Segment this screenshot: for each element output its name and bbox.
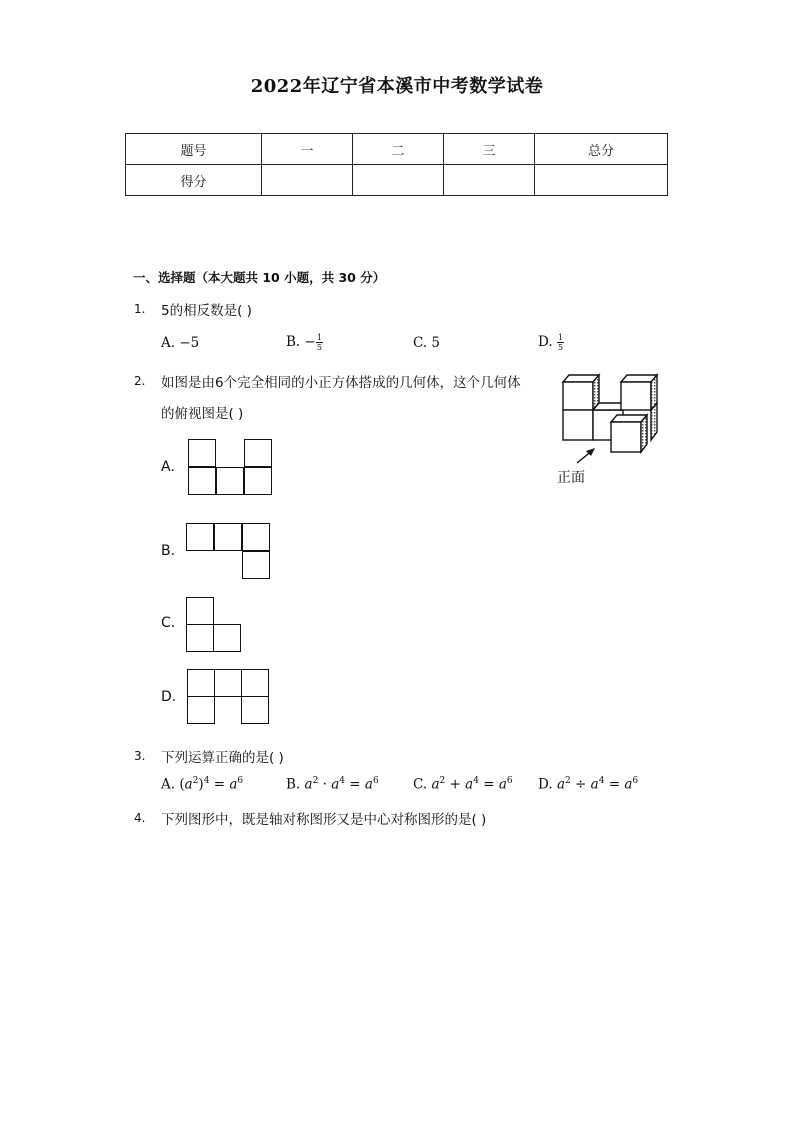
math-exp: 6	[372, 776, 379, 786]
score-cell[interactable]	[535, 165, 668, 196]
option-label: C.	[413, 776, 428, 793]
math-var: a	[304, 776, 313, 793]
cube-side-face	[651, 403, 657, 440]
question-number: 1.	[134, 302, 146, 316]
math-exp: 6	[506, 776, 513, 786]
math-exp: 4	[473, 776, 479, 786]
option-label: B.	[286, 776, 301, 793]
option-d[interactable]	[538, 776, 638, 793]
grid-cell	[244, 439, 272, 467]
option-c[interactable]: C. 5	[413, 335, 441, 351]
grid-cell	[214, 669, 242, 697]
math-exp: 4	[598, 776, 605, 786]
math-exp: 2	[312, 776, 319, 786]
score-table-header-row	[126, 134, 668, 165]
math-op: +	[449, 776, 461, 793]
score-table-score-row	[126, 165, 668, 196]
grid-cell	[188, 467, 216, 495]
option-d[interactable]: D.	[161, 689, 177, 705]
fraction	[557, 333, 564, 352]
option-d-prefix: D.	[538, 334, 553, 350]
option-a[interactable]: A. −5	[161, 335, 200, 351]
grid-cell	[186, 523, 214, 551]
cube-side-face	[641, 415, 647, 452]
math-op: =	[213, 776, 226, 793]
math-var: a	[184, 776, 193, 793]
score-header-cell: 三	[444, 134, 535, 165]
option-b[interactable]: B.	[161, 543, 176, 559]
grid-cell	[186, 624, 214, 652]
score-header-cell: 总分	[535, 134, 668, 165]
math-var: a	[364, 776, 373, 793]
score-header-cell: 二	[353, 134, 444, 165]
grid-cell	[244, 467, 272, 495]
option-c[interactable]: C.	[161, 615, 176, 631]
math-var: a	[498, 776, 507, 793]
question-text: 下列运算正确的是( )	[161, 750, 284, 766]
option-d[interactable]	[538, 333, 564, 352]
option-a[interactable]: A. $(a^2)^4 = a^6$	[161, 776, 244, 793]
grid-cell	[241, 669, 269, 697]
math-var: a	[556, 776, 565, 793]
math-exp: 4	[203, 776, 210, 786]
math-op: =	[608, 776, 621, 793]
math-var: a	[590, 776, 599, 793]
fraction-numerator: 1	[557, 333, 564, 342]
score-header-cell: 题号	[126, 134, 262, 165]
math-exp: 6	[632, 776, 639, 786]
math-var: a	[431, 776, 440, 793]
option-b-prefix: B. −	[286, 334, 316, 350]
question-text-line1: 如图是由6个完全相同的小正方体搭成的几何体，这个几何体	[161, 375, 521, 391]
question-number: 3.	[134, 749, 146, 763]
fraction	[316, 333, 323, 352]
exam-title: 2022年辽宁省本溪市中考数学试卷	[250, 76, 544, 97]
option-c[interactable]	[413, 776, 513, 793]
math-exp: 2	[192, 776, 199, 786]
question-text: 下列图形中，既是轴对称图形又是中心对称图形的是( )	[161, 812, 487, 828]
score-table	[125, 133, 668, 196]
cube-front-face	[621, 382, 651, 410]
math-op: ·	[322, 776, 327, 793]
option-a[interactable]: A.	[161, 459, 175, 475]
fraction-numerator: 1	[316, 333, 322, 342]
grid-cell	[242, 551, 270, 579]
math-op: ÷	[575, 776, 587, 793]
front-label: 正面	[557, 470, 585, 486]
score-header-cell: 一	[262, 134, 353, 165]
math-op: =	[349, 776, 361, 793]
grid-cell	[186, 597, 214, 625]
question-text: 5的相反数是( )	[161, 303, 252, 319]
grid-cell	[213, 624, 241, 652]
math-var: a	[229, 776, 238, 793]
math-exp: 4	[339, 776, 345, 786]
cube-front-face	[563, 382, 593, 410]
math-exp: 2	[565, 776, 571, 786]
option-label: D.	[538, 776, 553, 793]
score-cell[interactable]	[353, 165, 444, 196]
option-label: A.	[161, 776, 176, 793]
question-text-line2: 的俯视图是( )	[161, 406, 244, 422]
cube-front-face	[563, 410, 593, 440]
math-op: =	[483, 776, 495, 793]
question-number: 2.	[134, 374, 146, 388]
section-heading: 一、选择题（本大题共 10 小题，共 30 分）	[133, 270, 386, 285]
score-cell[interactable]	[444, 165, 535, 196]
option-b[interactable]	[286, 333, 323, 352]
math-var: a	[624, 776, 633, 793]
question-number: 4.	[134, 811, 146, 825]
fraction-denominator: 5	[557, 343, 564, 352]
math-var: a	[331, 776, 340, 793]
option-b[interactable]	[286, 776, 379, 793]
grid-cell	[241, 696, 269, 724]
grid-cell	[187, 696, 215, 724]
grid-cell	[242, 523, 270, 551]
grid-cell	[188, 439, 216, 467]
score-row-label: 得分	[126, 165, 262, 196]
grid-cell	[216, 467, 244, 495]
grid-cell	[187, 669, 215, 697]
cube-front-face	[611, 422, 641, 452]
math-exp: 6	[237, 776, 244, 786]
grid-cell	[214, 523, 242, 551]
fraction-denominator: 5	[316, 343, 322, 352]
score-cell[interactable]	[262, 165, 353, 196]
math-exp: 2	[439, 776, 446, 786]
math-var: a	[465, 776, 474, 793]
